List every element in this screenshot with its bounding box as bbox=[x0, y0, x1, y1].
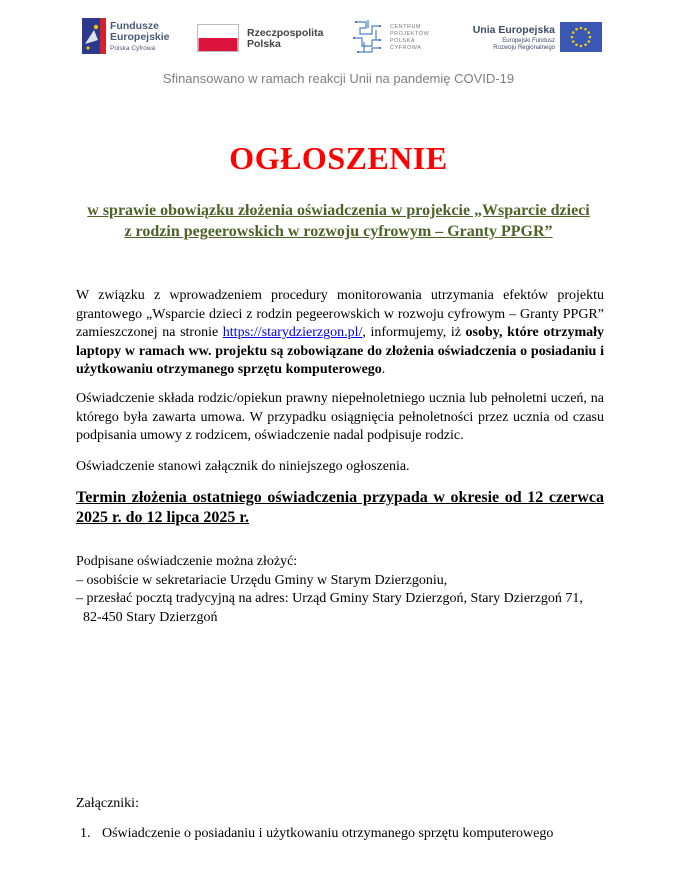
subtitle-line1: w sprawie obowiązku złożenia oświadczenia w projekcie „Wsparcie dzieci bbox=[87, 202, 590, 219]
unia-europejska-logo bbox=[467, 16, 602, 60]
centrum-line3: POLSKA bbox=[390, 38, 416, 44]
subtitle-line2: z rodzin pegeerowskich w rozwoju cyfrowym – Granty PPGR” bbox=[124, 223, 553, 240]
fundusze-line3: Polska Cyfrowa bbox=[110, 45, 156, 52]
rzeczpospolita-line2: Polska bbox=[247, 38, 281, 50]
paragraph-attachment-note: Oświadczenie stanowi załącznik do niniejszego ogłoszenia. bbox=[76, 459, 410, 474]
attachment-item bbox=[80, 826, 553, 842]
attachments-heading: Załączniki: bbox=[76, 796, 139, 811]
deadline-notice: Termin złożenia ostatniego oświadczenia przypada w okresie od 12 czerwca 2025 r. do 12 lipca 2025 r. bbox=[76, 489, 604, 526]
submission-intro: Podpisane oświadczenie można złożyć: bbox=[76, 554, 298, 569]
fundusze-line2: Europejskie bbox=[110, 31, 170, 43]
attachment-number: 1. bbox=[80, 826, 91, 841]
page-subtitle bbox=[60, 200, 617, 242]
attachments-list bbox=[80, 826, 553, 842]
submission-option-in-person: – osobiście w sekretariacie Urzędu Gminy w Starym Dzierzgoniu, bbox=[76, 572, 448, 588]
rzeczpospolita-line1: Rzeczpospolita bbox=[247, 27, 324, 39]
ue-line2: Europejski Fundusz bbox=[502, 38, 555, 44]
centrum-line1: CENTRUM bbox=[390, 24, 421, 30]
paragraph1-bold: osoby, które otrzymały laptopy w ramach ww. projektu są zobowiązane do złożenia oświadczenia o posiadaniu i użytkowaniu otrzymanego sprzętu komputerowego bbox=[76, 325, 605, 377]
rzeczpospolita-logo bbox=[197, 16, 327, 60]
submission-info bbox=[76, 553, 604, 627]
paragraph-monitoring bbox=[76, 287, 604, 380]
funding-note: Sfinansowano w ramach reakcji Unii na pandemię COVID-19 bbox=[162, 71, 515, 86]
centrum-text bbox=[390, 24, 429, 52]
polish-flag-icon bbox=[197, 24, 239, 52]
page-title: OGŁOSZENIE bbox=[229, 140, 448, 176]
ue-line1: Unia Europejska bbox=[472, 24, 555, 36]
centrum-projektow-logo bbox=[352, 16, 442, 60]
paragraph1-text-middle: , informujemy, iż bbox=[362, 325, 466, 340]
ue-line3: Rozwoju Regionalnego bbox=[493, 45, 555, 51]
paragraph1-text-end: . bbox=[381, 362, 386, 377]
logo-bar bbox=[82, 16, 602, 60]
attachment-label: Oświadczenie o posiadaniu i użytkowaniu otrzymanego sprzętu komputerowego bbox=[102, 826, 554, 841]
paragraph1-text-before: W związku z wprowadzeniem procedury monitorowania utrzymania efektów projektu grantowego „Wsparcie dzieci z rodzin pegeerowskich w rozwoju cyfrowym – Granty PPGR” zamieszczonej na stronie bbox=[76, 288, 604, 340]
centrum-line4: CYFROWA bbox=[390, 45, 422, 51]
eu-flag-icon bbox=[560, 22, 602, 52]
website-link[interactable]: https://starydzierzgon.pl/ bbox=[222, 325, 363, 340]
fundusze-line1: Fundusze bbox=[110, 20, 159, 32]
centrum-projektow-icon bbox=[352, 18, 384, 56]
fundusze-europejskie-logo bbox=[82, 16, 182, 60]
fundusze-europejskie-icon bbox=[82, 18, 106, 54]
submission-address: 82-450 Stary Dzierzgoń bbox=[83, 609, 218, 625]
paragraph-who-submits: Oświadczenie składa rodzic/opiekun prawny niepełnoletniego ucznia lub pełnoletni uczeń, na którego była zawarta umowa. W przypadku osiągnięcia pełnoletności przez ucznia od czasu podpisania umowy z rodzicem, oświadczenie nadal podpisuje rodzic. bbox=[76, 391, 604, 443]
centrum-line2: PROJEKTÓW bbox=[390, 31, 430, 37]
submission-option-post: – przesłać pocztą tradycyjną na adres: Urząd Gminy Stary Dzierzgoń, Stary Dzierzgoń 71, bbox=[76, 591, 583, 606]
